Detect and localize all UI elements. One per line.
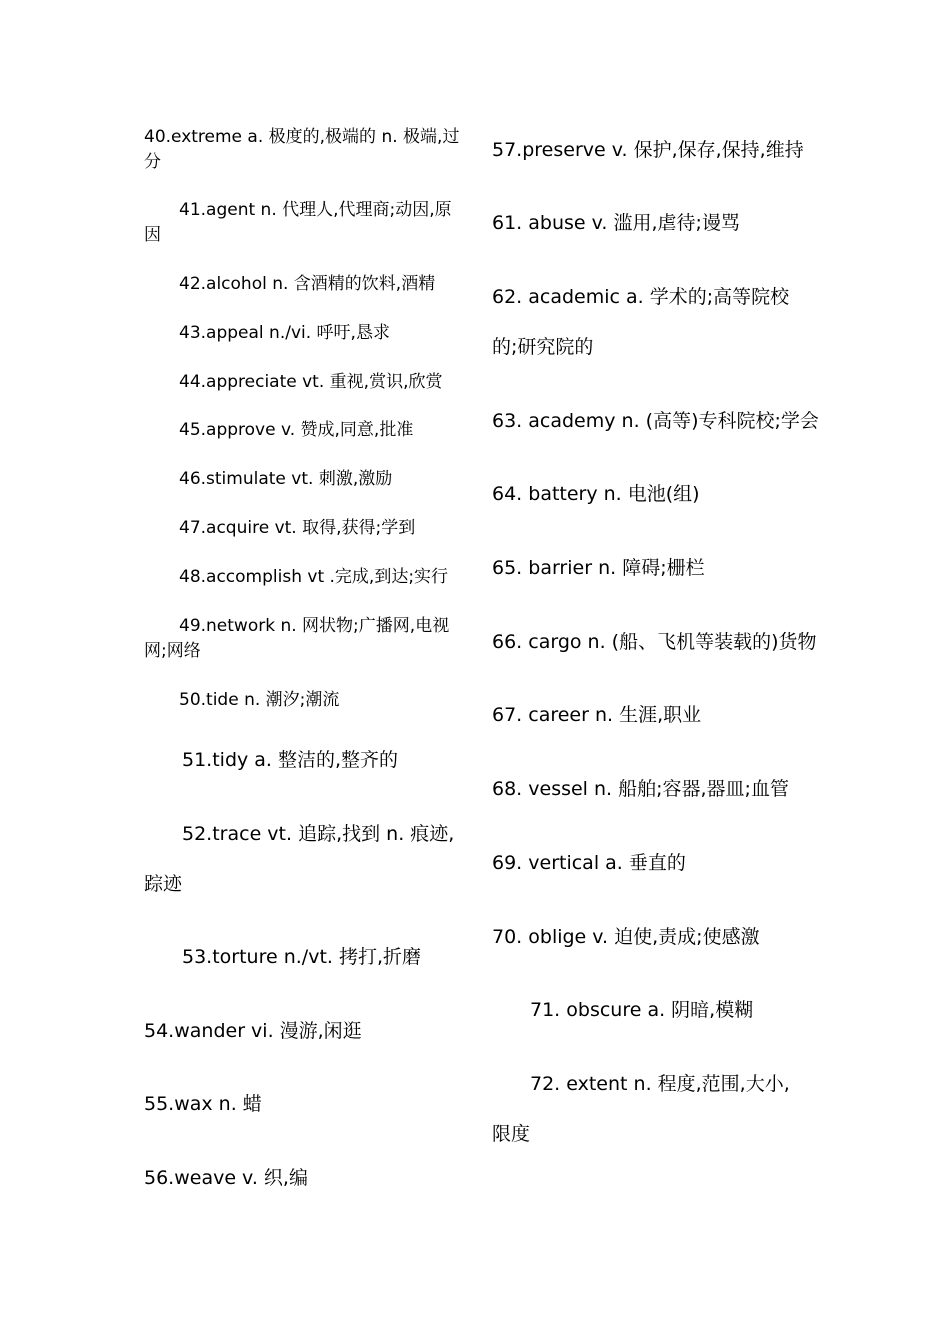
- vocab-entry-41: 41.agent n. 代理人,代理商;动因,原因: [144, 200, 452, 245]
- vocab-entry-67: 67. career n. 生涯,职业: [492, 704, 702, 726]
- vocab-entry-47: 47.acquire vt. 取得,获得;学到: [179, 518, 416, 538]
- vocab-entry-69: 69. vertical a. 垂直的: [492, 852, 686, 874]
- vocab-entry-45: 45.approve v. 赞成,同意,批准: [179, 420, 414, 440]
- vocab-entry-52: 52.trace vt. 追踪,找到 n. 痕迹,踪迹: [144, 823, 455, 895]
- vocab-entry-72: 72. extent n. 程度,范围,大小,限度: [492, 1073, 790, 1145]
- vocab-entry-68: 68. vessel n. 船舶;容器,器皿;血管: [492, 778, 789, 800]
- vocab-entry-49: 49.network n. 网状物;广播网,电视网;网络: [144, 616, 450, 661]
- vocab-entry-64: 64. battery n. 电池(组): [492, 483, 700, 505]
- vocab-entry-51: 51.tidy a. 整洁的,整齐的: [182, 749, 399, 771]
- vocab-entry-62: 62. academic a. 学术的;高等院校的;研究院的: [492, 286, 790, 358]
- vocab-entry-53: 53.torture n./vt. 拷打,折磨: [182, 946, 422, 968]
- vocab-entry-65: 65. barrier n. 障碍;栅栏: [492, 557, 705, 579]
- vocab-entry-43: 43.appeal n./vi. 呼吁,恳求: [179, 323, 390, 343]
- vocab-entry-55: 55.wax n. 蜡: [144, 1093, 262, 1115]
- vocab-entry-42: 42.alcohol n. 含酒精的饮料,酒精: [179, 274, 436, 294]
- vocab-entry-56: 56.weave v. 织,编: [144, 1167, 308, 1189]
- vocab-entry-61: 61. abuse v. 滥用,虐待;谩骂: [492, 212, 740, 234]
- vocab-entry-66: 66. cargo n. (船、飞机等装载的)货物: [492, 631, 817, 653]
- vocab-entry-50: 50.tide n. 潮汐;潮流: [179, 690, 340, 710]
- vocab-entry-57: 57.preserve v. 保护,保存,保持,维持: [492, 139, 804, 161]
- vocab-entry-71: 71. obscure a. 阴暗,模糊: [530, 999, 754, 1021]
- vocab-entry-48: 48.accomplish vt .完成,到达;实行: [179, 567, 449, 587]
- vocab-entry-70: 70. oblige v. 迫使,责成;使感激: [492, 926, 760, 948]
- vocab-entry-46: 46.stimulate vt. 刺激,激励: [179, 469, 393, 489]
- vocab-entry-63: 63. academy n. (高等)专科院校;学会: [492, 410, 819, 432]
- vocab-entry-40: 40.extreme a. 极度的,极端的 n. 极端,过分: [144, 127, 460, 172]
- vocab-entry-54: 54.wander vi. 漫游,闲逛: [144, 1020, 362, 1042]
- vocab-entry-44: 44.appreciate vt. 重视,赏识,欣赏: [179, 372, 443, 392]
